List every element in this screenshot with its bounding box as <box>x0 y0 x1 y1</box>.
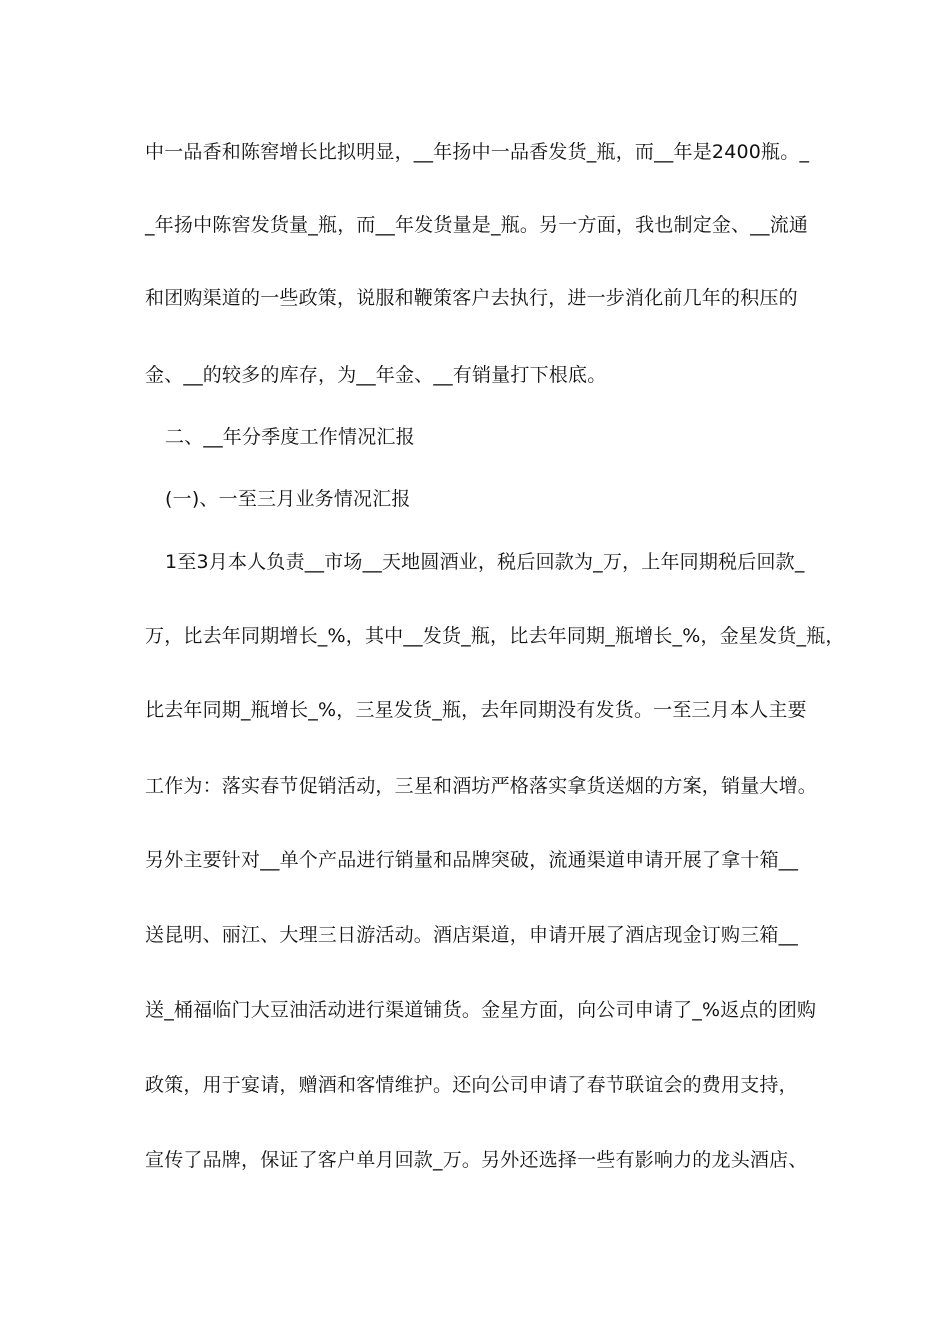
paragraph-line: 送_桶福临门大豆油活动进行渠道铺货。金星方面，向公司申请了_%返点的团购 <box>145 999 817 1021</box>
paragraph-line: 金、__的较多的库存，为__年金、__有销量打下根底。 <box>145 364 607 386</box>
paragraph-line: 另外主要针对__单个产品进行销量和品牌突破，流通渠道申请开展了拿十箱__ <box>145 849 799 871</box>
paragraph-line: 1至3月本人负责__市场__天地圆酒业，税后回款为_万，上年同期税后回款_ <box>165 551 805 573</box>
paragraph-line: 万，比去年同期增长_%，其中__发货_瓶，比去年同期_瓶增长_%，金星发货_瓶， <box>145 625 845 647</box>
paragraph-line: 政策，用于宴请，赠酒和客情维护。还向公司申请了春节联谊会的费用支持， <box>145 1074 798 1096</box>
paragraph-line: 中一品香和陈窖增长比拟明显，__年扬中一品香发货_瓶，而__年是2400瓶。_ <box>145 141 810 163</box>
paragraph-line: 宣传了品牌，保证了客户单月回款_万。另外还选择一些有影响力的龙头酒店、 <box>145 1149 808 1171</box>
paragraph-line: _年扬中陈窖发货量_瓶，而__年发货量是_瓶。另一方面，我也制定金、__流通 <box>145 214 809 236</box>
paragraph-line: 工作为：落实春节促销活动，三星和酒坊严格落实拿货送烟的方案，销量大增。 <box>145 775 818 797</box>
paragraph-line: 和团购渠道的一些政策，说服和鞭策客户去执行，进一步消化前几年的积压的 <box>145 287 798 309</box>
paragraph-line: 比去年同期_瓶增长_%，三星发货_瓶，去年同期没有发货。一至三月本人主要 <box>145 699 807 721</box>
paragraph-line: 送昆明、丽江、大理三日游活动。酒店渠道，申请开展了酒店现金订购三箱__ <box>145 924 799 946</box>
section-heading: 二、__年分季度工作情况汇报 <box>165 426 415 448</box>
subsection-heading: (一)、一至三月业务情况汇报 <box>165 488 411 510</box>
